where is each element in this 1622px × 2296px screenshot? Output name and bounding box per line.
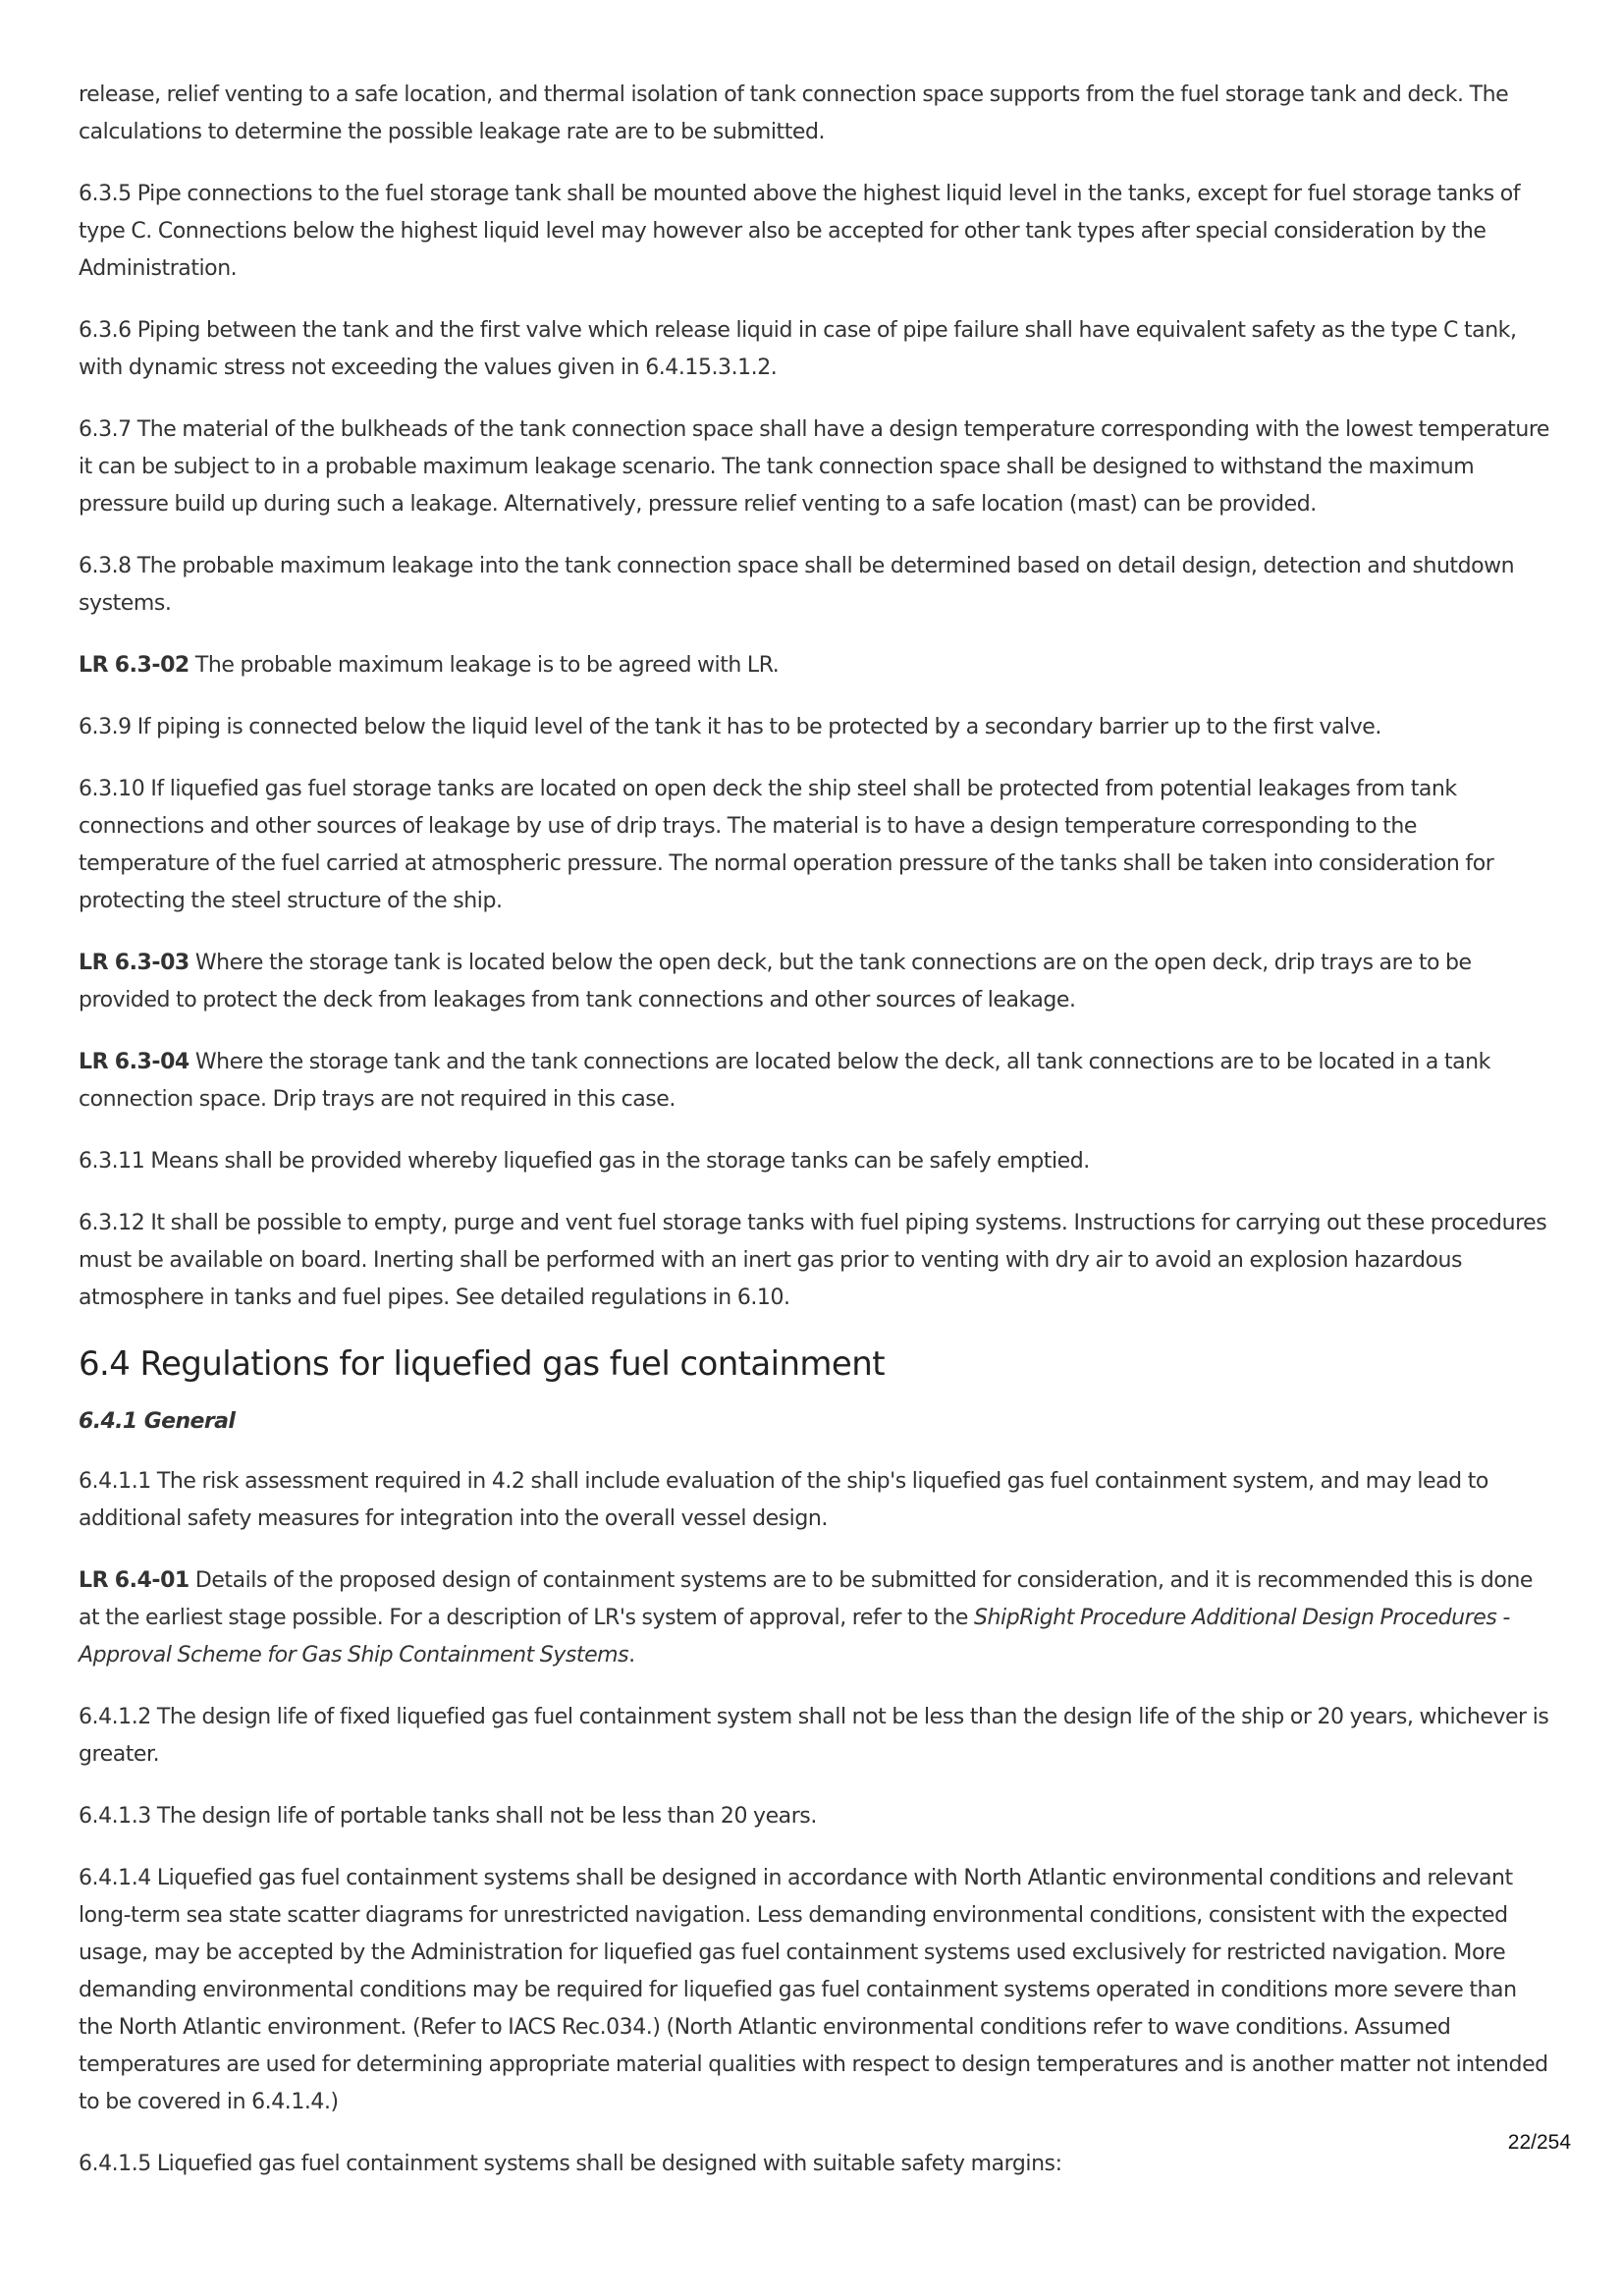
paragraph-6-4-1-2: 6.4.1.2 The design life of fixed liquefied gas fuel containment system shall not be less than the design life of the ship or 20 years, whichever is greater. — [79, 1705, 1549, 1767]
paragraph-tank-connection-continued: release, relief venting to a safe location, and thermal isolation of tank connection space supports from the fuel storage tank and deck. The calculations to determine the possible leakage rate are to be submitted. — [79, 82, 1509, 144]
lr-reference-title: ShipRight Procedure Additional Design Procedures - Approval Scheme for Gas Ship Containment Systems — [79, 1606, 1510, 1667]
paragraph-6-4-1-1: 6.4.1.1 The risk assessment required in 4.2 shall include evaluation of the ship's liquefied gas fuel containment system, and may lead to additional safety measures for integration into the overall vessel design. — [79, 1469, 1488, 1531]
lr-note-6-3-02 — [79, 647, 1551, 684]
paragraph-6-4-1-4: 6.4.1.4 Liquefied gas fuel containment systems shall be designed in accordance with North Atlantic environmental conditions and relevant long-term sea state scatter diagrams for unrestricted navigation. Less demanding environmental conditions, consistent with the expected usage, may be accepted by the Administration for liquefied gas fuel containment systems used exclusively for restricted navigation. More demanding environmental conditions may be required for liquefied gas fuel containment systems operated in conditions more severe than the North Atlantic environment. (Refer to IACS Rec.034.) (North Atlantic environmental conditions refer to wave conditions. Assumed temperatures are used for determining appropriate material qualities with respect to design temperatures and is another matter not intended to be covered in 6.4.1.4.) — [79, 1866, 1548, 2114]
paragraph-6-3-7: 6.3.7 The material of the bulkheads of the tank connection space shall have a design temperature corresponding with the lowest temperature it can be subject to in a probable maximum leakage scenario. The tank connection space shall be designed to withstand the maximum pressure build up during such a leakage. Alternatively, pressure relief venting to a safe location (mast) can be provided. — [79, 417, 1550, 517]
paragraph-6-3-9: 6.3.9 If piping is connected below the liquid level of the tank it has to be protected by a secondary barrier up to the first valve. — [79, 715, 1381, 739]
lr-note-6-4-01 — [79, 1562, 1551, 1674]
lr-note-6-3-03 — [79, 945, 1551, 1019]
lr-label: LR 6.3-03 — [79, 951, 189, 975]
lr-label: LR 6.4-01 — [79, 1568, 189, 1593]
paragraph-6-3-5: 6.3.5 Pipe connections to the fuel storage tank shall be mounted above the highest liquid level in the tanks, except for fuel storage tanks of type C. Connections below the highest liquid level may however also be accepted for other tank types after special consideration by the Administration. — [79, 182, 1521, 281]
paragraph-6-4-1-3: 6.4.1.3 The design life of portable tanks shall not be less than 20 years. — [79, 1804, 817, 1829]
lr-label: LR 6.3-02 — [79, 653, 189, 678]
lr-note-6-3-04 — [79, 1044, 1551, 1119]
paragraph-6-3-12: 6.3.12 It shall be possible to empty, purge and vent fuel storage tanks with fuel piping systems. Instructions for carrying out these procedures must be available on board. Inerting shall be performed with an inert gas prior to venting with dry air to avoid an explosion hazardous atmosphere in tanks and fuel pipes. See detailed regulations in 6.10. — [79, 1211, 1547, 1310]
page-number: 22/254 — [1507, 2131, 1571, 2154]
paragraph-6-3-8: 6.3.8 The probable maximum leakage into the tank connection space shall be determined based on detail design, detection and shutdown systems. — [79, 554, 1515, 616]
lr-label: LR 6.3-04 — [79, 1050, 189, 1074]
paragraph-6-3-11: 6.3.11 Means shall be provided whereby liquefied gas in the storage tanks can be safely emptied. — [79, 1149, 1090, 1174]
lr-text: Where the storage tank and the tank connections are located below the deck, all tank connections are to be located in a tank connection space. Drip trays are not required in this case. — [79, 1050, 1490, 1112]
lr-text-end: . — [628, 1643, 635, 1667]
subsection-heading: 6.4.1 General — [79, 1409, 236, 1434]
lr-text: Where the storage tank is located below the open deck, but the tank connections are on the open deck, drip trays are to be provided to protect the deck from leakages from tank connections and other sources of leakage. — [79, 951, 1472, 1012]
section-heading: 6.4 Regulations for liquefied gas fuel containment — [79, 1344, 885, 1384]
lr-text: Details of the proposed design of containment systems are to be submitted for consideration, and it is recommended this is done at the earliest stage possible. For a description of LR's system of approval, refer to the — [79, 1568, 1533, 1630]
document-body — [79, 77, 1551, 2208]
paragraph-6-3-10: 6.3.10 If liquefied gas fuel storage tanks are located on open deck the ship steel shall be protected from potential leakages from tank connections and other sources of leakage by use of drip trays. The material is to have a design temperature corresponding to the temperature of the fuel carried at atmospheric pressure. The normal operation pressure of the tanks shall be taken into consideration for protecting the steel structure of the ship. — [79, 777, 1494, 913]
lr-text: The probable maximum leakage is to be agreed with LR. — [189, 653, 780, 678]
paragraph-6-3-6: 6.3.6 Piping between the tank and the first valve which release liquid in case of pipe failure shall have equivalent safety as the type C tank, with dynamic stress not exceeding the values given in 6.4.15.3.1.2. — [79, 318, 1517, 380]
paragraph-6-4-1-5: 6.4.1.5 Liquefied gas fuel containment systems shall be designed with suitable safety margins: — [79, 2152, 1062, 2176]
